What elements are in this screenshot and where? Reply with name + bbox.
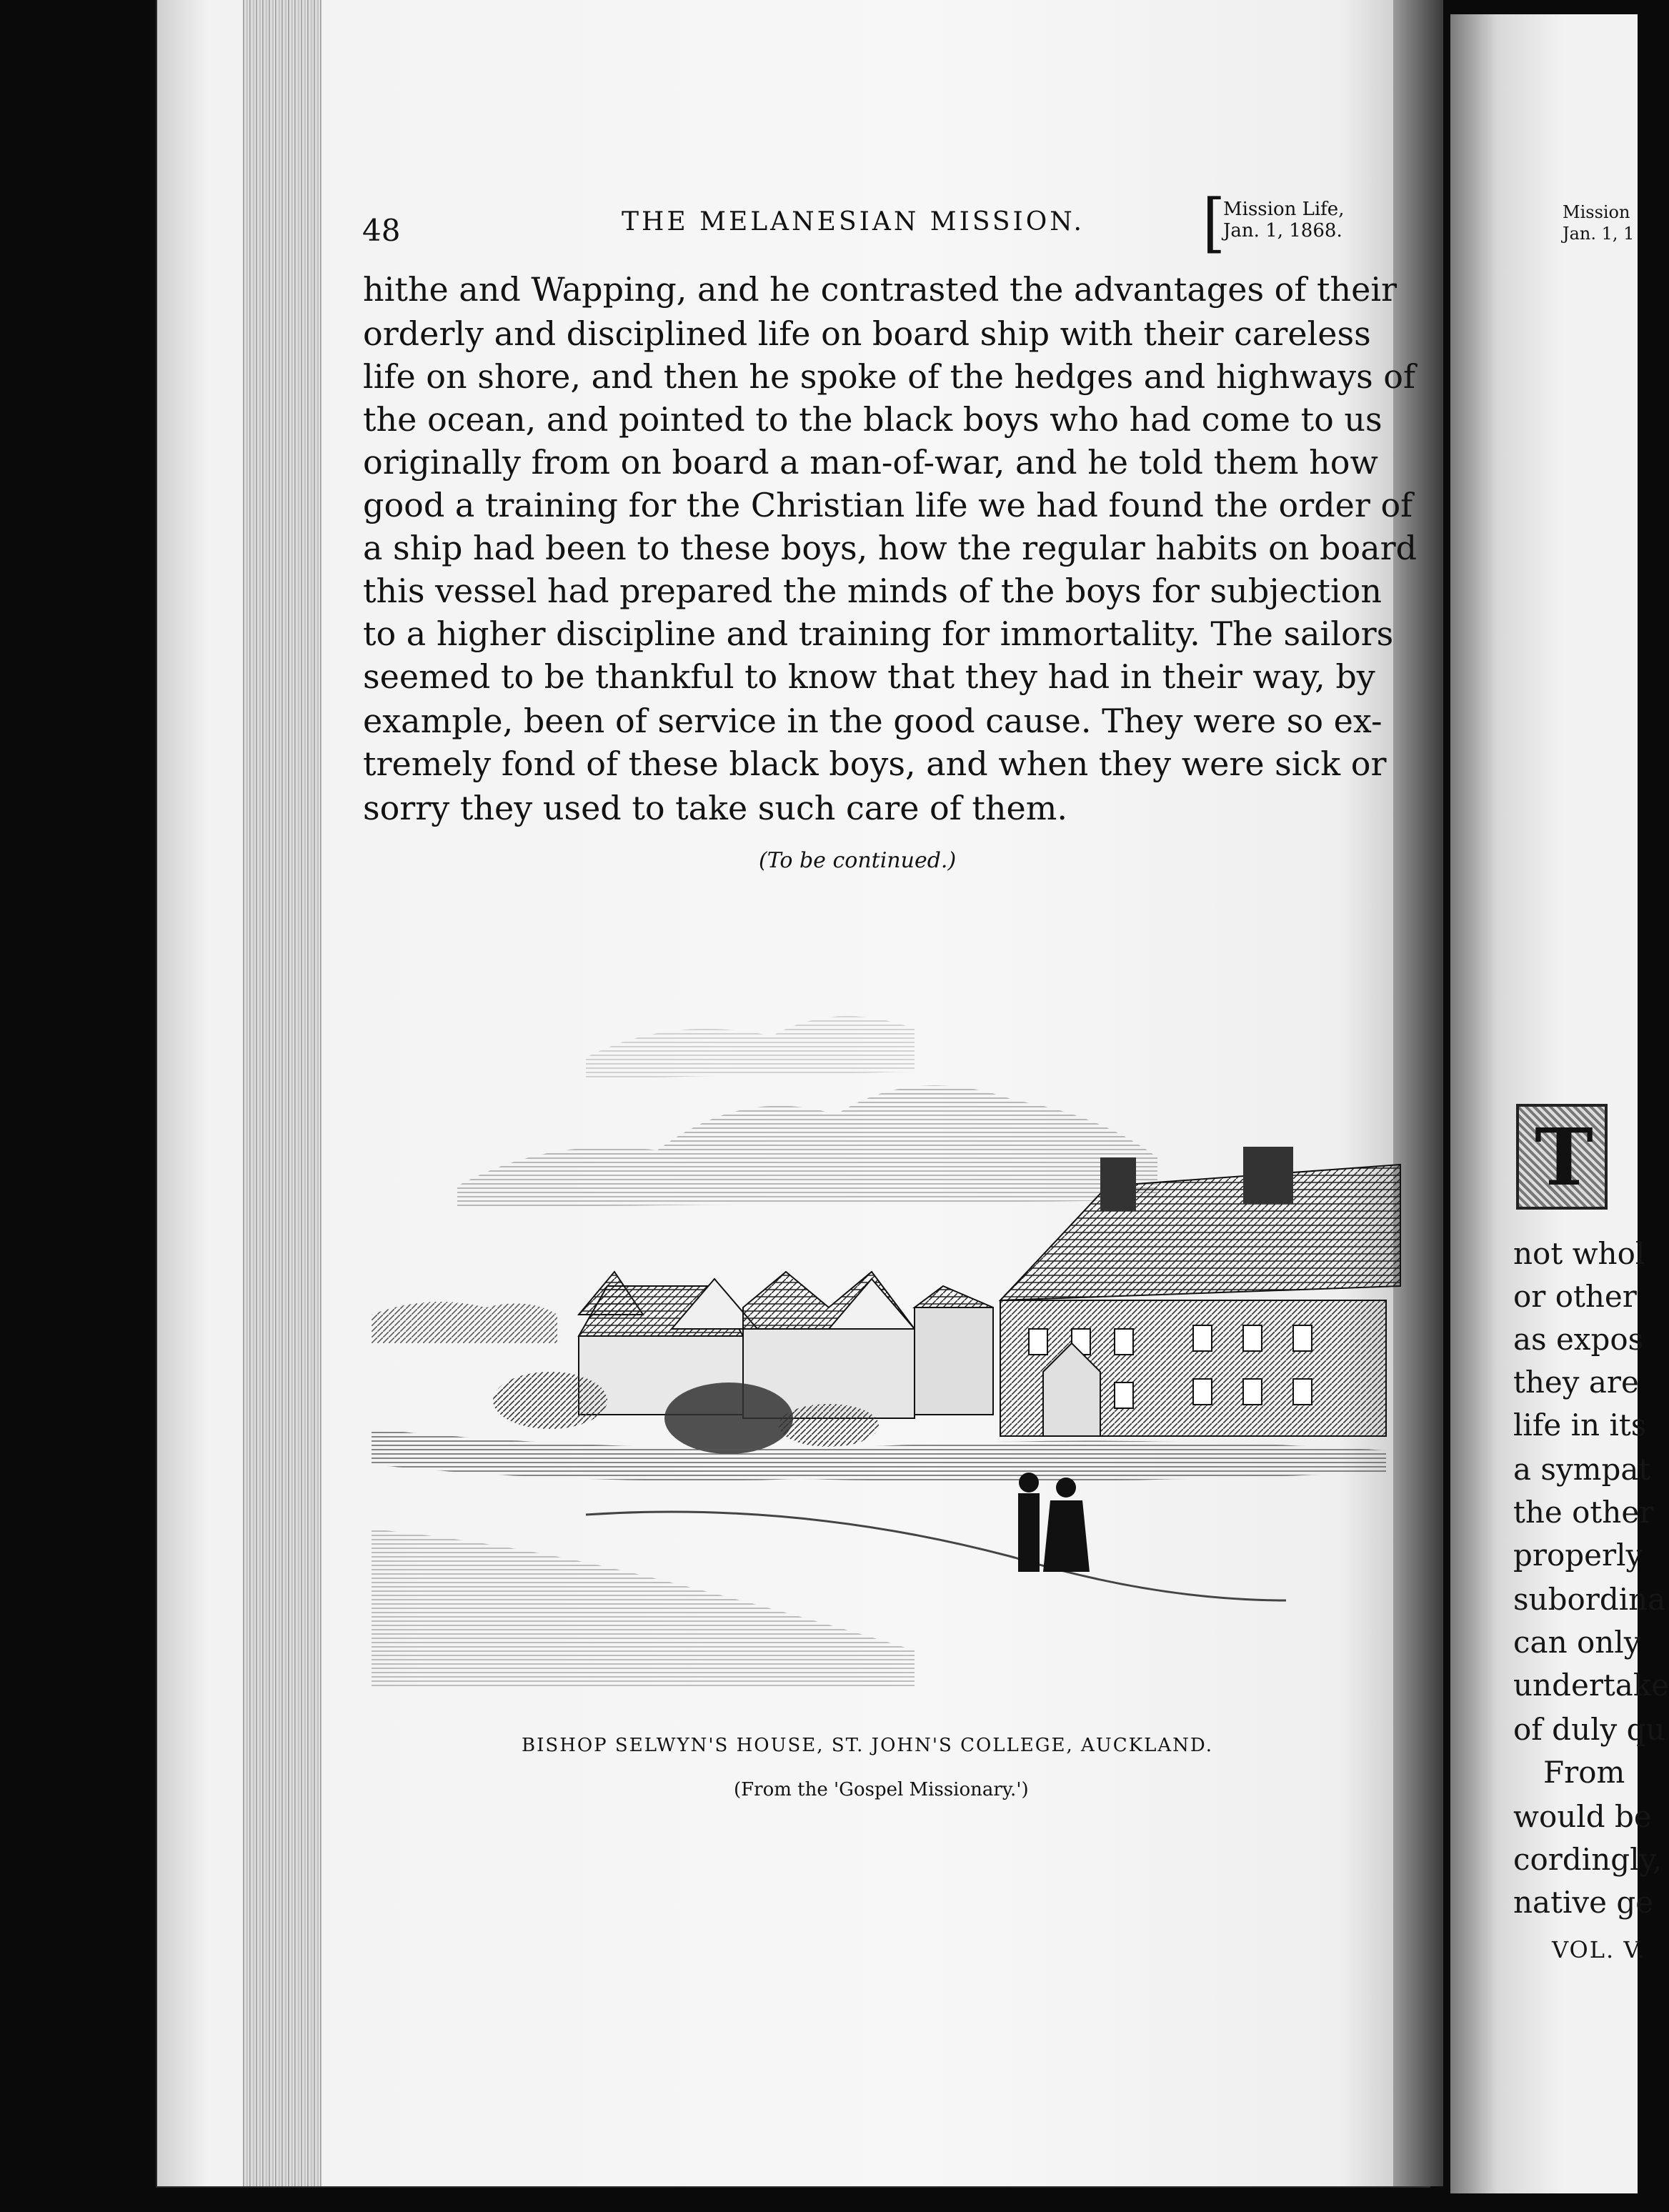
body-line: life on shore, and then he spoke of the hedges and highways of: [363, 357, 1416, 396]
body-line: originally from on board a man-of-war, and he told them how: [363, 443, 1378, 482]
running-head: THE MELANESIAN MISSION.: [622, 207, 1085, 236]
body-line: tremely fond of these black boys, and when they were sick or: [363, 744, 1387, 783]
to-be-continued: (To be continued.): [759, 848, 957, 873]
right-line: they are: [1513, 1365, 1639, 1400]
drop-cap-letter: T: [1535, 1111, 1593, 1203]
right-line: From: [1543, 1755, 1625, 1790]
body-line: sorry they used to take such care of them.: [363, 789, 1067, 827]
two-figures: [1018, 1473, 1090, 1572]
body-line: orderly and disciplined life on board ship with their careless: [363, 314, 1371, 353]
body-line: to a higher discipline and training for immortality. The sailors: [363, 614, 1394, 653]
distant-hills: [372, 1302, 557, 1343]
illustration-credit: (From the 'Gospel Missionary.'): [734, 1779, 1029, 1800]
right-line: life in its: [1513, 1408, 1647, 1443]
right-line: as expos: [1513, 1322, 1644, 1357]
right-line: undertake: [1513, 1668, 1669, 1703]
page-edges: [243, 0, 322, 2186]
source-line-2: Jan. 1, 1868.: [1223, 220, 1342, 241]
right-line: would be: [1513, 1799, 1652, 1834]
sky-clouds: [457, 1016, 1157, 1207]
drop-cap-initial: [1516, 1104, 1608, 1210]
illustration-caption: BISHOP SELWYN'S HOUSE, ST. JOHN'S COLLEGE, AUCKLAND.: [522, 1735, 1214, 1756]
right-line: not whol: [1513, 1236, 1645, 1271]
source-reference: [1223, 199, 1344, 241]
right-line: can only: [1513, 1625, 1641, 1660]
college-cottages: [579, 1272, 993, 1418]
page-number: 48: [362, 213, 401, 248]
body-line: hithe and Wapping, and he contrasted the advantages of their: [363, 270, 1398, 309]
engraving-illustration: [372, 972, 1386, 1700]
right-line: properly: [1513, 1538, 1643, 1573]
body-line: this vessel had prepared the minds of the boys for subjection: [363, 572, 1382, 610]
right-line: of duly qu: [1513, 1712, 1665, 1747]
right-line: the other: [1513, 1495, 1654, 1530]
right-line: subordina: [1513, 1582, 1666, 1617]
right-running-head: [1563, 201, 1634, 244]
right-line: native ge: [1513, 1885, 1654, 1920]
body-line: a ship had been to these boys, how the regular habits on board: [363, 529, 1418, 567]
right-line: a sympat: [1513, 1452, 1651, 1487]
source-bracket: [: [1202, 186, 1225, 261]
book-gutter: [1393, 0, 1443, 2186]
body-line: good a training for the Christian life we had found the order of: [363, 486, 1413, 524]
volume-signature: VOL. V.: [1552, 1936, 1647, 1963]
right-line: cordingly,: [1513, 1842, 1663, 1877]
body-line: seemed to be thankful to know that they had in their way, by: [363, 657, 1375, 696]
right-head-line-1: Mission: [1563, 202, 1630, 222]
right-line: or other: [1513, 1279, 1637, 1314]
right-head-line-2: Jan. 1, 1: [1563, 224, 1635, 244]
right-page-partial: [1450, 14, 1669, 2193]
body-line: the ocean, and pointed to the black boys who had come to us: [363, 400, 1382, 439]
source-line-1: Mission Life,: [1223, 199, 1345, 220]
body-line: example, been of service in the good cause. They were so ex-: [363, 702, 1382, 740]
